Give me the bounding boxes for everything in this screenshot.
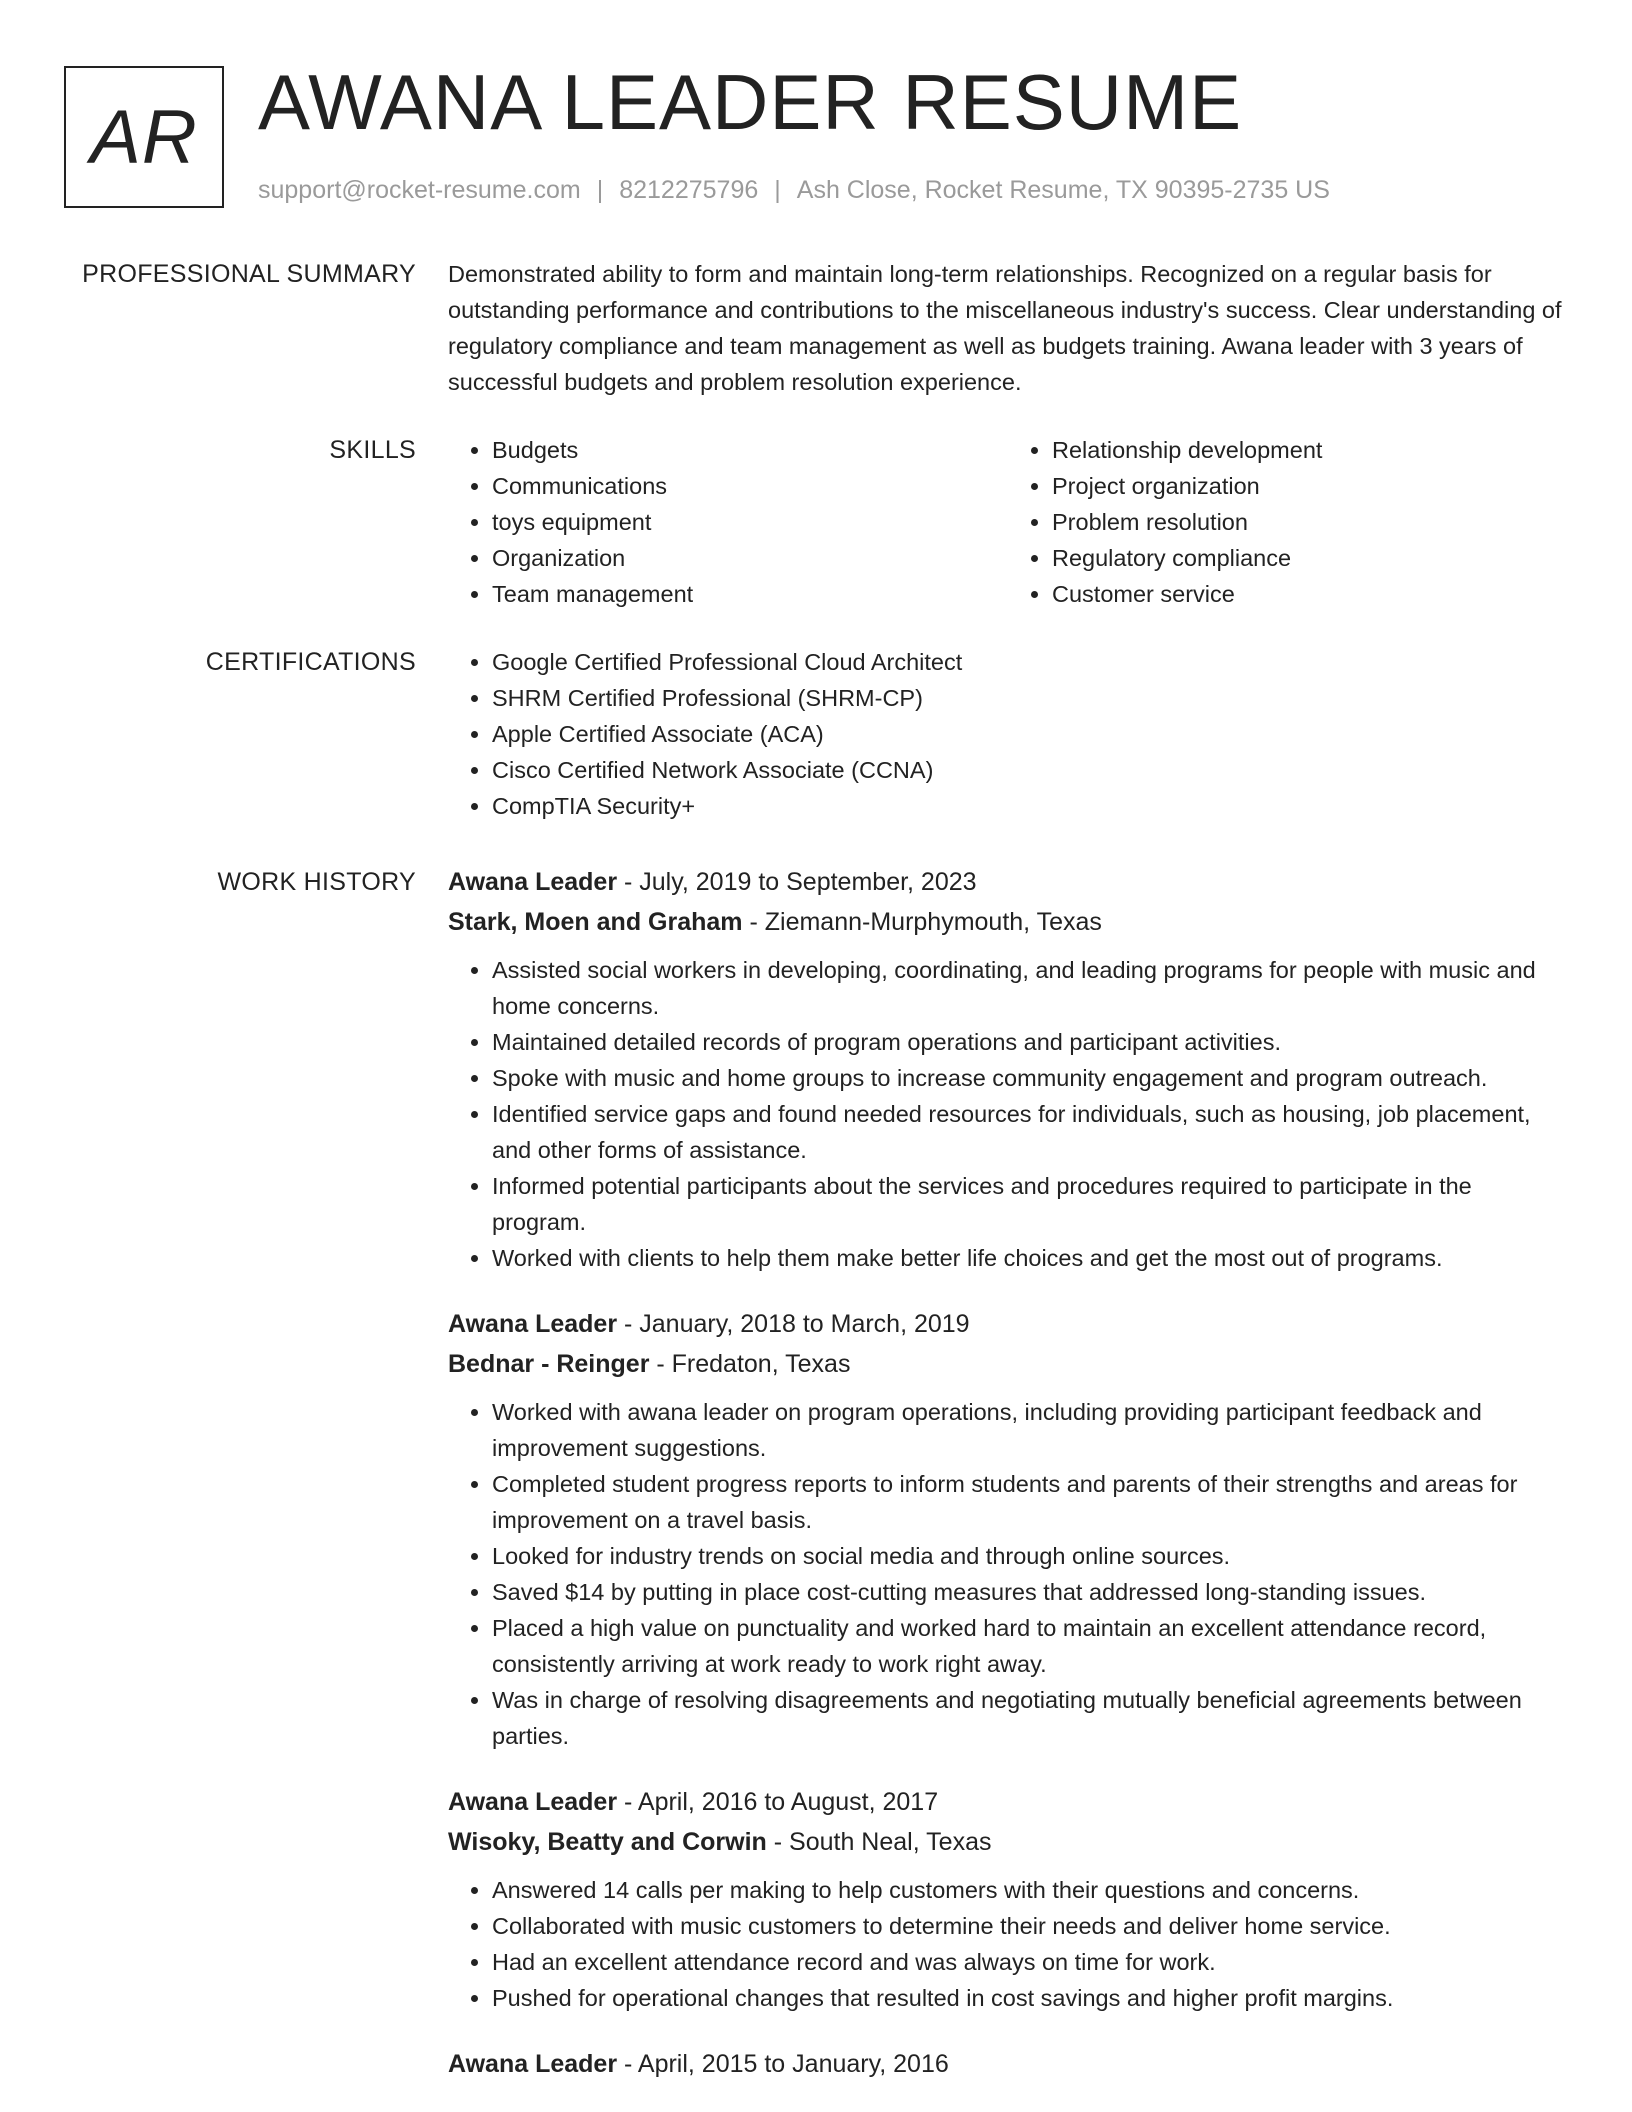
job-bullet: • Spoke with music and home groups to increase community engagement and program outreach. — [492, 1060, 1568, 1096]
job-company: Stark, Moen and Graham — [448, 908, 743, 936]
skill-item: • Regulatory compliance — [1052, 540, 1568, 576]
job-dates: - July, 2019 to September, 2023 — [617, 868, 977, 896]
job-bullet: • Was in charge of resolving disagreements and negotiating mutually beneficial agreements between parties. — [492, 1682, 1568, 1754]
monogram-badge — [64, 66, 224, 208]
job-company: Bednar - Reinger — [448, 1350, 650, 1378]
job-company-line — [448, 1344, 1568, 1384]
job-title: Awana Leader — [448, 2050, 618, 2078]
skill-item: • Team management — [492, 576, 1008, 612]
job-title-line — [448, 862, 1568, 902]
job-title-line — [448, 1782, 1568, 1822]
job-dates: - April, 2016 to August, 2017 — [617, 1788, 939, 1816]
job-title-line — [448, 1304, 1568, 1344]
certification-item: • SHRM Certified Professional (SHRM-CP) — [492, 680, 1568, 716]
job-bullet: • Saved $14 by putting in place cost-cutting measures that addressed long-standing issues. — [492, 1574, 1568, 1610]
contact-separator: | — [774, 176, 781, 204]
job-bullets — [448, 1872, 1568, 2016]
job-title-line — [448, 2044, 1568, 2084]
skills-column-1 — [448, 432, 1008, 612]
job-bullet: • Worked with awana leader on program operations, including providing participant feedback and improvement suggestions. — [492, 1394, 1568, 1466]
resume-title: AWANA LEADER RESUME — [258, 58, 1243, 146]
job-bullets — [448, 952, 1568, 1276]
monogram-initials: AR — [90, 94, 198, 180]
job-company-line — [448, 902, 1568, 942]
job-dates: - April, 2015 to January, 2016 — [617, 2050, 949, 2078]
job-bullet: • Had an excellent attendance record and was always on time for work. — [492, 1944, 1568, 1980]
job-location: - Fredaton, Texas — [649, 1350, 851, 1378]
certification-item: • Google Certified Professional Cloud Architect — [492, 644, 1568, 680]
contact-email[interactable]: support@rocket-resume.com — [258, 176, 581, 204]
job-bullet: • Completed student progress reports to inform students and parents of their strengths and areas for improvement on a travel basis. — [492, 1466, 1568, 1538]
job-location: - Ziemann-Murphymouth, Texas — [742, 908, 1102, 936]
skill-item: • Communications — [492, 468, 1008, 504]
summary-text: Demonstrated ability to form and maintain long-term relationships. Recognized on a regular basis for outstanding performance and contributions to the miscellaneous industry's success. Clear understanding of regulatory compliance and team management as well as budgets training. Awana leader with 3 years of successful budgets and problem resolution experience. — [448, 261, 1562, 395]
job-entry — [448, 2044, 1568, 2084]
contact-address: Ash Close, Rocket Resume, TX 90395-2735 US — [796, 176, 1330, 204]
job-entry — [448, 862, 1568, 1276]
skills-column-2 — [1008, 432, 1568, 612]
skill-item: • toys equipment — [492, 504, 1008, 540]
skills-label: SKILLS — [329, 436, 416, 464]
certifications-label: CERTIFICATIONS — [205, 648, 416, 676]
contact-line — [258, 176, 1330, 205]
job-location: - South Neal, Texas — [766, 1828, 992, 1856]
summary-label: PROFESSIONAL SUMMARY — [82, 260, 416, 288]
contact-separator: | — [596, 176, 604, 204]
skill-item: • Budgets — [492, 432, 1008, 468]
job-entry — [448, 1782, 1568, 2016]
job-entry — [448, 1304, 1568, 1754]
job-company-line — [448, 1822, 1568, 1862]
certification-item: • Apple Certified Associate (ACA) — [492, 716, 1568, 752]
skill-item: • Relationship development — [1052, 432, 1568, 468]
certifications-body — [448, 644, 1568, 824]
job-bullet: • Maintained detailed records of program operations and participant activities. — [492, 1024, 1568, 1060]
summary-body — [448, 256, 1568, 400]
job-company: Wisoky, Beatty and Corwin — [448, 1828, 767, 1856]
certification-item: • Cisco Certified Network Associate (CCNA) — [492, 752, 1568, 788]
job-title: Awana Leader — [448, 1788, 618, 1816]
job-bullet: • Looked for industry trends on social media and through online sources. — [492, 1538, 1568, 1574]
contact-phone[interactable]: 8212275796 — [619, 176, 759, 204]
skill-item: • Problem resolution — [1052, 504, 1568, 540]
job-bullet: • Informed potential participants about the services and procedures required to participate in the program. — [492, 1168, 1568, 1240]
job-bullet: • Identified service gaps and found needed resources for individuals, such as housing, job placement, and other forms of assistance. — [492, 1096, 1568, 1168]
job-bullet: • Answered 14 calls per making to help customers with their questions and concerns. — [492, 1872, 1568, 1908]
certification-item: • CompTIA Security+ — [492, 788, 1568, 824]
job-title: Awana Leader — [448, 1310, 618, 1338]
skill-item: • Customer service — [1052, 576, 1568, 612]
work-history-label: WORK HISTORY — [217, 868, 416, 896]
skills-body — [448, 432, 1568, 612]
work-history-body — [448, 862, 1568, 2112]
skill-item: • Project organization — [1052, 468, 1568, 504]
job-dates: - January, 2018 to March, 2019 — [617, 1310, 970, 1338]
certifications-list — [448, 644, 1568, 824]
job-title: Awana Leader — [448, 868, 618, 896]
skill-item: • Organization — [492, 540, 1008, 576]
job-bullets — [448, 1394, 1568, 1754]
job-bullet: • Pushed for operational changes that resulted in cost savings and higher profit margins. — [492, 1980, 1568, 2016]
job-bullet: • Collaborated with music customers to determine their needs and deliver home service. — [492, 1908, 1568, 1944]
job-bullet: • Worked with clients to help them make better life choices and get the most out of programs. — [492, 1240, 1568, 1276]
job-bullet: • Placed a high value on punctuality and worked hard to maintain an excellent attendance record, consistently arriving at work ready to work right away. — [492, 1610, 1568, 1682]
job-bullet: • Assisted social workers in developing, coordinating, and leading programs for people with music and home concerns. — [492, 952, 1568, 1024]
